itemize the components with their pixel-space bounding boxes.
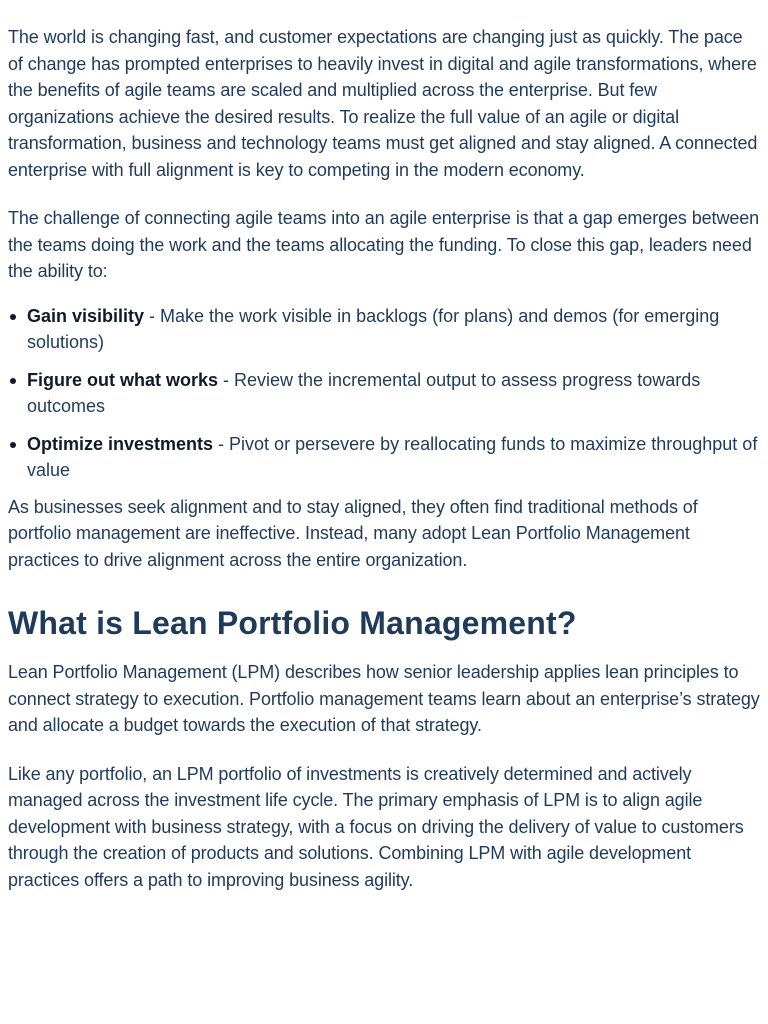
list-item-text: - Review the incremental output to assess progress towards outcomes	[27, 369, 701, 416]
list-item-figure-out	[27, 367, 760, 420]
lpm-paragraph-1: Lean Portfolio Management (LPM) describes how senior leadership applies lean principles to connect strategy to execution. Portfolio management teams learn about an enterprise’s strategy and allocate a budget towards the execution of that strategy.	[8, 662, 760, 735]
list-item-term: Gain visibility	[27, 305, 145, 326]
alignment-text-after: practices to drive alignment across the entire organization.	[8, 549, 468, 570]
list-item-text: - Make the work visible in backlogs (for plans) and demos (for emerging solutions)	[27, 305, 720, 352]
list-item-text: - Pivot or persevere by reallocating funds to maximize throughput of value	[27, 433, 758, 480]
list-item-gain-visibility	[27, 303, 760, 356]
list-item-optimize-investments	[27, 431, 760, 484]
intro-paragraph-2: The challenge of connecting agile teams into an agile enterprise is that a gap emerges between the teams doing the work and the teams allocating the funding. To close this gap, leaders need the ability to:	[8, 208, 760, 281]
alignment-text-before: As businesses seek alignment and to stay aligned, they often find traditional methods of portfolio management are ineffective. Instead, many adopt	[8, 496, 698, 543]
list-item-term: Optimize investments	[27, 433, 214, 454]
intro-paragraph-1: The world is changing fast, and customer expectations are changing just as quickly. The pace of change has prompted enterprises to heavily invest in digital and agile transformations, where the benefits of agile teams are scaled and multiplied across the enterprise. But few organizations achieve the desired results. To realize the full value of an agile or digital transformation, business and technology teams must get aligned and stay aligned. A connected enterprise with full alignment is key to competing in the modern economy.	[8, 27, 758, 180]
list-item-term: Figure out what works	[27, 369, 219, 390]
alignment-paragraph	[8, 494, 760, 574]
ability-list	[8, 303, 760, 484]
lpm-paragraph-2: Like any portfolio, an LPM portfolio of investments is creatively determined and actively managed across the investment life cycle. The primary emphasis of LPM is to align agile development with business strategy, with a focus on driving the delivery of value to customers through the creation of products and solutions. Combining LPM with agile development practices offers a path to improving business agility.	[8, 763, 744, 890]
section-heading: What is Lean Portfolio Management?	[8, 605, 577, 641]
lean-portfolio-management-link[interactable]: Lean Portfolio Management	[471, 523, 690, 543]
